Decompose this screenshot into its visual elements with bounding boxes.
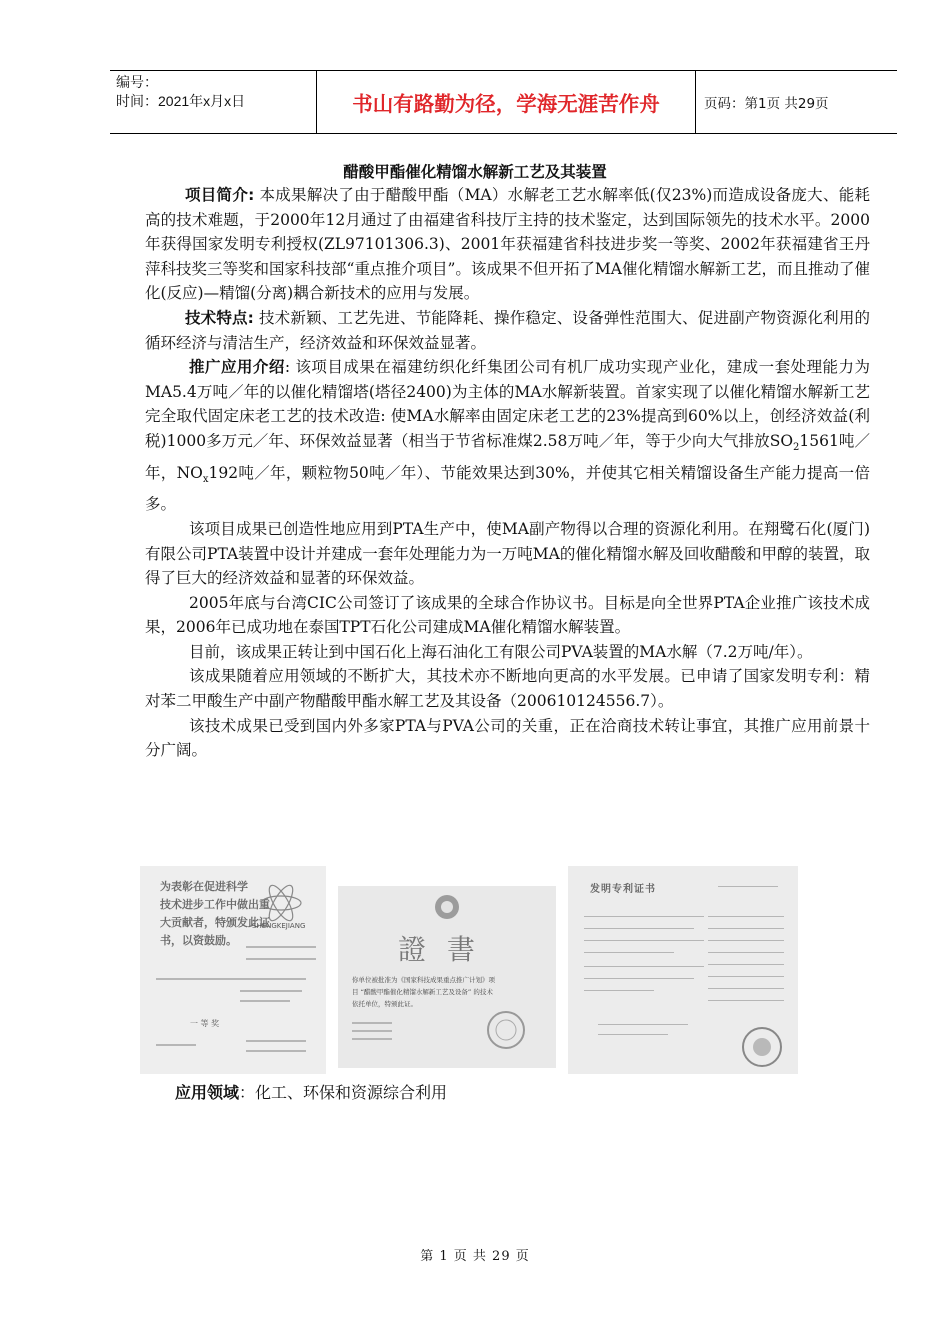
feature-label: 技术特点: [185,308,254,327]
promo-text-a: : 该项目成果在福建纺织化纤集团公司有机厂成功实现产业化，建成一套处理能力为MA5.4万吨／年的以催化精馏塔(塔径2400)为主体的MA水解新装置。首家实现了以催化精馏水解新工艺完全取代固定床老工艺的技术改造: 使MA水解率由固定床老工艺的23%提高到60%以上，创经济效益(利税)1000多万元／年、环保效益显著（相当于节省标准煤2.58万吨／年，等于少向大气排放SO [145,358,870,450]
certificate-photos [140,866,800,1076]
cert2-line: 目 “醋酸甲酯催化精馏水解新工艺及设备” 的技术 [352,988,493,996]
so2-subscript: 2 [793,442,800,454]
cert1-grade: 一 等 奖 [190,1019,220,1028]
cert1-line: 大贡献者，特颁发此证 [160,916,270,929]
document-body [145,183,870,763]
header-table [110,70,897,134]
cert2-line: 依托单位，特颁此证。 [352,1000,417,1008]
transfer-paragraph: 目前，该成果正转让到中国石化上海石油化工有限公司PVA装置的MA水解（7.2万吨/年）。 [189,642,813,661]
intro-paragraph [145,183,870,306]
patent-certificate-image [568,866,798,1074]
cert2-line: 你单位被批准为《国家科技成果重点推广计划》项 [352,976,495,984]
feature-paragraph [145,306,870,355]
application-field-label: 应用领域 [175,1083,240,1102]
emblem-icon [428,892,466,922]
document-number-label: 编号： [116,74,158,90]
cert1-line: 为表彰在促进科学 [160,880,248,893]
header-meta [110,71,316,133]
intro-text: 本成果解决了由于醋酸甲酯（MA）水解老工艺水解率低(仅23%)而造成设备庞大、能耗高的技术难题，于2000年12月通过了由福建省科技厅主持的技术鉴定，达到国际领先的技术水平。2000年获得国家发明专利授权(ZL97101306.3)、2001年获福建省科技进步奖一等奖、2002年获福建省王丹萍科技奖三等奖和国家科技部“重点推介项目”。该成果不但开拓了MA催化精馏水解新工艺，而且推动了催化(反应)—精馏(分离)耦合新技术的应用与发展。 [145,186,870,303]
header-page-info: 页码：第1页 共29页 [704,96,829,112]
document-title: 醋酸甲酯催化精馏水解新工艺及其装置 [343,163,607,181]
seal-stamp-icon [484,1008,528,1052]
application-field-text: ：化工、环保和资源综合利用 [239,1083,448,1102]
promo-text-b: 1561吨／年，NO [145,431,870,482]
application-field [175,1080,447,1103]
award-certificate-image [140,866,326,1074]
patent-paragraph: 该成果随着应用领域的不断扩大，其技术亦不断地向更高的水平发展。已申请了国家发明专利：精对苯二甲酸生产中副产物醋酸甲酯水解工艺及其设备（200610124556.7）。 [145,667,870,711]
nox-subscript: x [202,473,209,485]
cert1-line: 书，以资鼓励。 [160,934,237,947]
prospect-paragraph: 该技术成果已受到国内外多家PTA与PVA公司的关重，正在洽商技术转让事宜，其推广应用前景十分广阔。 [145,716,870,760]
cert2-heading: 證 書 [398,933,481,966]
pta-paragraph: 该项目成果已创造性地应用到PTA生产中，使MA副产物得以合理的资源化利用。在翔鹭石化(厦门)有限公司PTA装置中设计并建成一套年处理能力为一万吨MA的催化精馏水解及回收醋酸和甲醇的装置，取得了巨大的经济效益和显著的环保效益。 [145,519,870,588]
document-time: 时间：2021年x月x日 [116,93,246,109]
page-footer: 第 1 页 共 29 页 [420,1249,530,1264]
atom-logo-icon [258,884,304,922]
header-motto: 书山有路勤为径，学海无涯苦作舟 [316,71,696,133]
cert1-logo-text: SHENGKEJIANG [252,922,306,930]
promo-label: 推广应用介绍 [189,358,285,377]
patent-seal-icon [738,1024,786,1070]
cert1-line: 技术进步工作中做出重 [160,898,270,911]
promo-text-c: 192吨／年，颗粒物50吨／年）、节能效果达到30%，并使其它相关精馏设备生产能力提高一倍多。 [145,463,870,514]
feature-text: 技术新颖、工艺先进、节能降耗、操作稳定、设备弹性范围大、促进副产物资源化利用的循环经济与清洁生产，经济效益和环保效益显著。 [145,308,870,352]
promotion-certificate-image [338,886,556,1068]
intro-label: 项目简介: [185,186,255,204]
agreement-paragraph: 2005年底与台湾CIC公司签订了该成果的全球合作协议书。目标是向全世界PTA企业推广该技术成果，2006年已成功地在泰国TPT石化公司建成MA催化精馏水解装置。 [145,593,870,637]
cert3-heading: 发明专利证书 [590,884,656,895]
promo-paragraph [145,355,870,517]
